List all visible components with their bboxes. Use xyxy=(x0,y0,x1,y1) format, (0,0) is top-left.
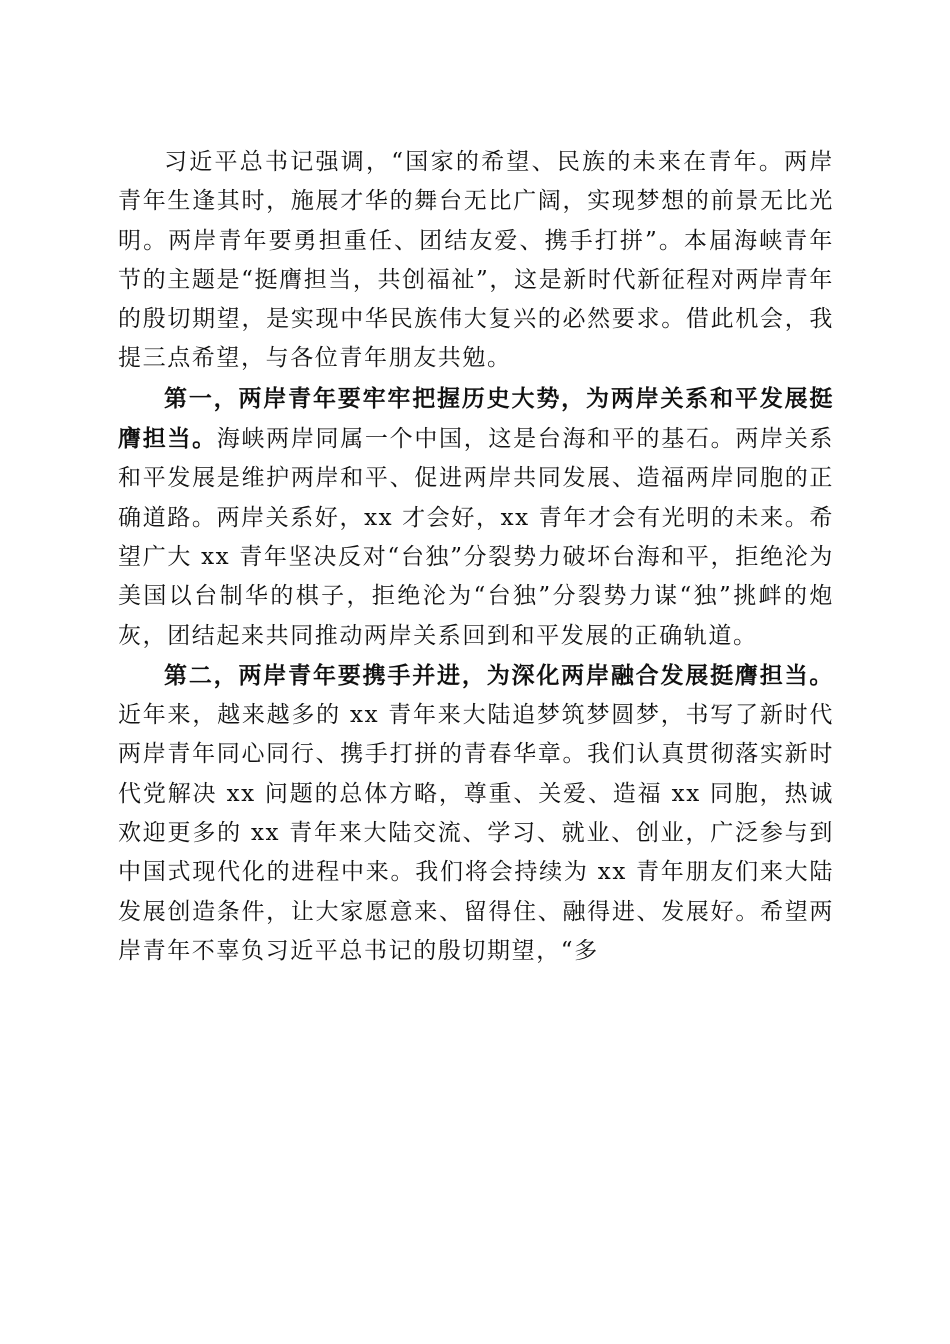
paragraph-lead: 第二，两岸青年要携手并进，为深化两岸融合发展挺膺担当。 xyxy=(164,661,834,689)
paragraph-point-two xyxy=(118,656,834,971)
document-page xyxy=(118,142,834,971)
paragraph-text: 近年来，越来越多的 xx 青年来大陆追梦筑梦圆梦，书写了新时代两岸青年同心同行、携手打拼的青春华章。我们认真贯彻落实新时代党解决 xx 问题的总体方略，尊重、关爱、造福 xx 同胞，热诚欢迎更多的 xx 青年来大陆交流、学习、就业、创业，广泛参与到中国式现代化的进程中来。我们将会持续为 xx 青年朋友们来大陆发展创造条件，让大家愿意来、留得住、融得进、发展好。希望两岸青年不辜负习近平总书记的殷切期望，“多 xyxy=(118,702,834,964)
paragraph-text: 海峡两岸同属一个中国，这是台海和平的基石。两岸关系和平发展是维护两岸和平、促进两岸共同发展、造福两岸同胞的正确道路。两岸关系好，xx 才会好，xx 青年才会有光明的未来。希望广大 xx 青年坚决反对“台独”分裂势力破坏台海和平，拒绝沦为美国以台制华的棋子，拒绝沦为“台独”分裂势力谋“独”挑衅的炮灰，团结起来共同推动两岸关系回到和平发展的正确轨道。 xyxy=(118,426,835,649)
paragraph-text: 习近平总书记强调，“国家的希望、民族的未来在青年。两岸青年生逢其时，施展才华的舞台无比广阔，实现梦想的前景无比光明。两岸青年要勇担重任、团结友爱、携手打拼”。本届海峡青年节的主题是“挺膺担当，共创福祉”，这是新时代新征程对两岸青年的殷切期望，是实现中华民族伟大复兴的必然要求。借此机会，我提三点希望，与各位青年朋友共勉。 xyxy=(118,149,834,372)
paragraph-point-one xyxy=(118,379,834,656)
paragraph-lead: 第一，两岸青年要牢牢把握历史大势，为两岸关系和平发展挺膺担当。 xyxy=(118,384,834,453)
paragraph-intro xyxy=(118,142,834,379)
